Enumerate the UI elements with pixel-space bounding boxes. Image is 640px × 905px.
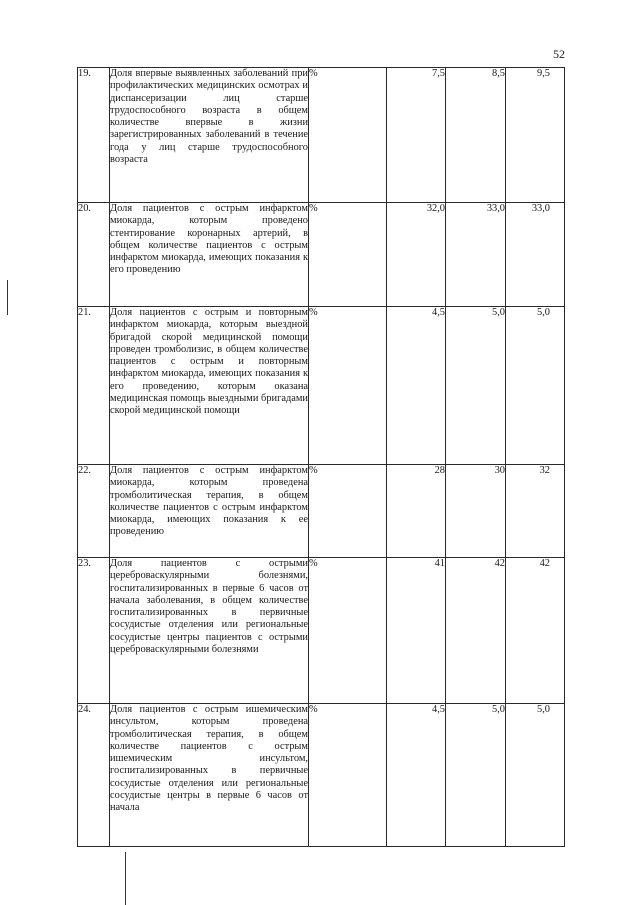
table-row bbox=[78, 704, 565, 847]
row-number: 20. bbox=[78, 203, 110, 307]
value-year-1: 41 bbox=[387, 558, 446, 704]
value-year-1: 4,5 bbox=[387, 307, 446, 465]
indicator-description: Доля впервые выявленных заболеваний при профилактических медицинских осмотрах и диспансеризации лиц старше трудоспособного возраста в общем количестве впервые в жизни зарегистрированных заболеваний в течение года у лиц старше трудоспособного возраста bbox=[110, 68, 309, 203]
value-year-3: 42 bbox=[506, 558, 565, 704]
value-year-2: 42 bbox=[446, 558, 506, 704]
indicator-description: Доля пациентов с острым ишемическим инсультом, которым проведена тромболитическая терапия, в общем количестве пациентов с острым ишемическим инсультом, госпитализированных в первичные сосудистые отделения или региональные сосудистые центры в первые 6 часов от начала bbox=[110, 704, 309, 847]
indicator-description: Доля пациентов с острым и повторным инфарктом миокарда, которым выездной бригадой скорой медицинской помощи проведен тромболизис, в общем количестве пациентов с острым и повторным инфарктом миокарда, имеющих показания к его проведению, которым оказана медицинская помощь выездными бригадами скорой медицинской помощи bbox=[110, 307, 309, 465]
value-year-3: 9,5 bbox=[506, 68, 565, 203]
unit: % bbox=[309, 704, 387, 847]
value-year-3: 32 bbox=[506, 465, 565, 558]
table-row bbox=[78, 558, 565, 704]
value-year-1: 32,0 bbox=[387, 203, 446, 307]
indicator-description: Доля пациентов с острыми цереброваскулярными болезнями, госпитализированных в первые 6 часов от начала заболевания, в общем количестве госпитализированных в первичные сосудистые отделения или региональные сосудистые центры пациентов с острыми цереброваскулярными болезнями bbox=[110, 558, 309, 704]
unit: % bbox=[309, 203, 387, 307]
page-number: 52 bbox=[553, 47, 565, 61]
value-year-2: 30 bbox=[446, 465, 506, 558]
value-year-1: 28 bbox=[387, 465, 446, 558]
row-number: 23. bbox=[78, 558, 110, 704]
value-year-2: 33,0 bbox=[446, 203, 506, 307]
value-year-3: 33,0 bbox=[506, 203, 565, 307]
indicator-description: Доля пациентов с острым инфарктом миокарда, которым проведено стентирование коронарных артерий, в общем количестве пациентов с острым инфарктом миокарда, имеющих показания к его проведению bbox=[110, 203, 309, 307]
scan-mark-left bbox=[7, 280, 8, 315]
row-number: 22. bbox=[78, 465, 110, 558]
row-number: 19. bbox=[78, 68, 110, 203]
value-year-1: 7,5 bbox=[387, 68, 446, 203]
table-row bbox=[78, 307, 565, 465]
unit: % bbox=[309, 558, 387, 704]
value-year-2: 5,0 bbox=[446, 307, 506, 465]
value-year-1: 4,5 bbox=[387, 704, 446, 847]
unit: % bbox=[309, 307, 387, 465]
value-year-2: 8,5 bbox=[446, 68, 506, 203]
value-year-3: 5,0 bbox=[506, 307, 565, 465]
row-number: 21. bbox=[78, 307, 110, 465]
scan-mark-bottom bbox=[125, 852, 126, 905]
table-row bbox=[78, 465, 565, 558]
unit: % bbox=[309, 68, 387, 203]
row-number: 24. bbox=[78, 704, 110, 847]
unit: % bbox=[309, 465, 387, 558]
value-year-2: 5,0 bbox=[446, 704, 506, 847]
table-row bbox=[78, 203, 565, 307]
indicator-table bbox=[77, 67, 565, 847]
indicator-description: Доля пациентов с острым инфарктом миокарда, которым проведена тромболитическая терапия, в общем количестве пациентов с острым инфарктом миокарда, имеющих показания к ее проведению bbox=[110, 465, 309, 558]
table-row bbox=[78, 68, 565, 203]
value-year-3: 5,0 bbox=[506, 704, 565, 847]
